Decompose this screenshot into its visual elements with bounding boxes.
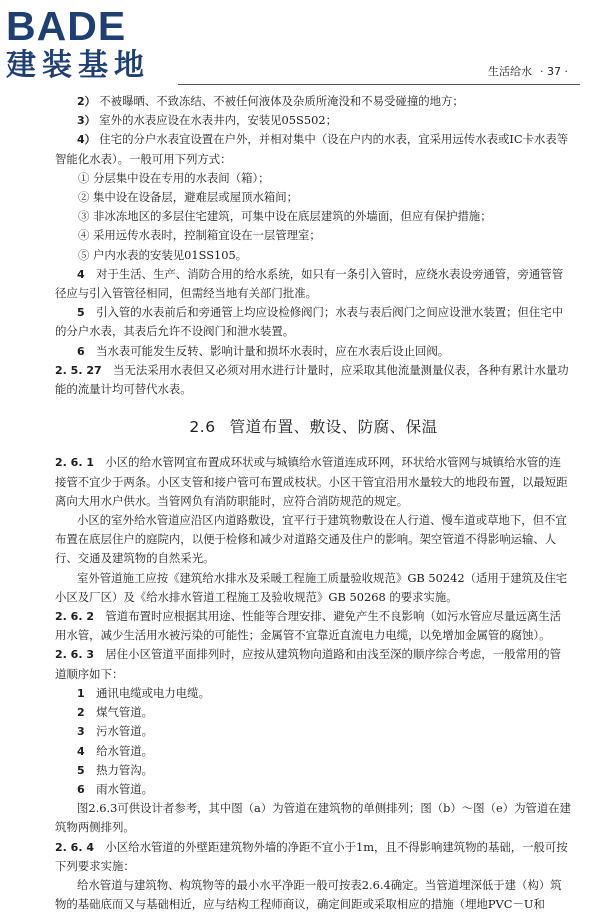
paragraph: 3） 室外的水表应设在水表井内，安装见05S502； [77,113,337,128]
list-item: 5 热力管沟。 [77,762,154,777]
running-head [488,63,568,79]
option-item: ④ 采用远传水表时，控制箱宜设在一层管理室； [78,228,321,243]
list-item: 2 煤气管道。 [77,705,154,720]
list-item: 1 通讯电缆或电力电缆。 [77,685,210,700]
list-item: 6 雨水管道。 [77,781,154,796]
clause: 2. 6. 2 管道布置时应根据其用途、性能等合理安排、避免产生不良影响（如污水管应尽量远离生活用水管，减少生活用水被污染的可能性；金属管不宜靠近直流电力电缆，以免增加金属管的腐蚀）。 [55,609,562,643]
logo-wordmark: BADE [6,3,127,49]
section-heading: 2.6 管道布置、敷设、防腐、保温 [189,418,438,437]
page-number: · 37 · [540,65,568,78]
paragraph: 5 引入管的水表前后和旁通管上均应设检修阀门；水表与表后阀门之间应设泄水装置；但住宅中的分户水表，其表后允许不设阀门和泄水装置。 [55,305,564,339]
running-head-section: 生活给水 [488,65,533,78]
list-item: 3 污水管道。 [77,724,154,739]
option-item: ① 分层集中设在专用的水表间（箱）； [78,170,270,185]
logo-subtitle: 建装基地 [6,48,150,83]
list-item: 4 给水管道。 [77,743,154,758]
header-rule [178,84,580,85]
paragraph: 6 当水表可能发生反转、影响计量和损坏水表时，应在水表后设止回阀。 [77,343,450,358]
paragraph: 2） 不被曝晒、不致冻结、不被任何液体及杂质所淹没和不易受碰撞的地方； [77,94,464,108]
option-item: ③ 非冰冻地区的多层住宅建筑，可集中设在底层建筑的外墙面，但应有保护措施； [78,209,492,224]
paragraph: 给水管道与建筑物、构筑物等的最小水平净距一般可按表2.6.4确定。当管道埋深低于建（构）筑物的基础底而又与基础相近，应与结构工程师商议，确定间距或采取相应的措施（埋地PVC－U和 [55,877,562,912]
option-item: ⑤ 户内水表的安装见01SS105。 [78,247,248,262]
paragraph: 图2.6.3可供设计者参考，其中图（a）为管道在建筑物的单侧排列；图（b）～图（e）为管道在建筑物两侧排列。 [55,801,572,835]
clause: 2. 6. 1 小区的给水管网宜布置成环状或与城镇给水管道连成环网，环状给水管网与城镇给水管的连接管不宜少于两条。小区支管和接户管可布置成枝状。小区干管宜沿用水量较大的地段布置，以最短距离向大用水户供水。当管网负有消防职能时，应符合消防规范的规定。 [55,455,568,508]
clause: 2. 6. 3 居住小区管道平面排列时，应按从建筑物向道路和由浅至深的顺序综合考虑，一般常用的管道顺序如下： [55,647,562,681]
option-item: ② 集中设在设备层，避难层或屋顶水箱间； [78,190,299,205]
publisher-logo [6,4,150,84]
paragraph: 小区的室外给水管道应沿区内道路敷设，宜平行于建筑物敷设在人行道、慢车道或草地下，但不宜布置在底层住户的庭院内，以便于检修和减少对道路交通及住户的影响。架空管道不得影响运输、人行、交通及建筑物的自然采光。 [55,513,567,566]
paragraph: 室外管道施工应按《建筑给水排水及采暖工程施工质量验收规范》GB 50242（适用于建筑及住宅小区及厂区）及《给水排水管道工程施工及验收规范》GB 50268 的要求实施。 [55,570,568,604]
paragraph: 4 对于生活、生产、消防合用的给水系统，如只有一条引入管时，应绕水表设旁通管，旁通管管径应与引入管管径相同，但需经当地有关部门批准。 [55,266,564,301]
clause: 2. 6. 4 小区给水管道的外壁距建筑物外墙的净距不宜小于1m，且不得影响建筑物的基础，一般可按下列要求实施： [55,839,568,873]
page-body [55,92,572,914]
paragraph: 4） 住宅的分户水表宜设置在户外，并相对集中（设在户内的水表，宜采用远传水表或IC卡水表等智能化水表）。一般可用下列方式： [55,132,569,166]
clause: 2. 5. 27 当无法采用水表但又必须对用水进行计量时，应采取其他流量测量仪表，各种有累计水量功能的流量计均可替代水表。 [55,362,569,397]
